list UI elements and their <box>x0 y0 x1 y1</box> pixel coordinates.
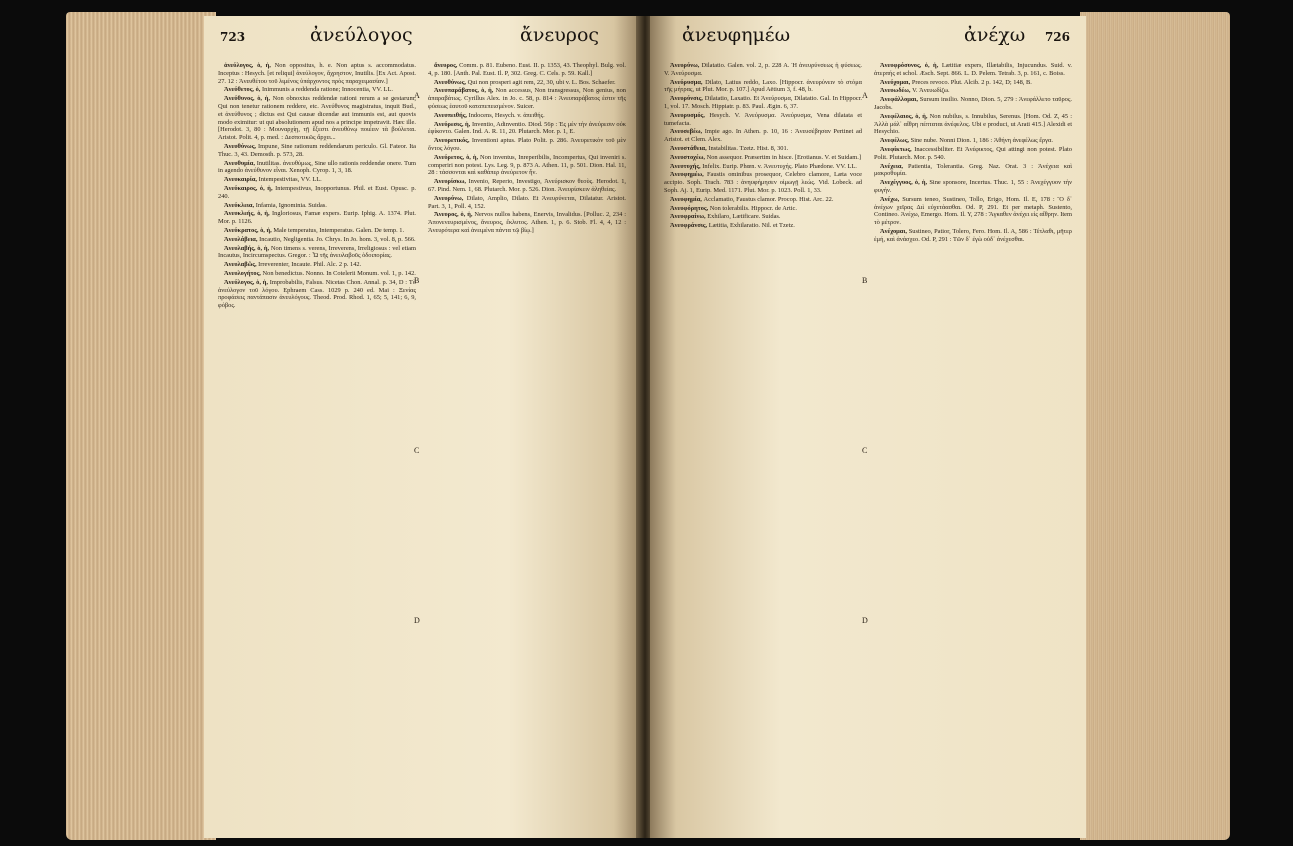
entry-text: Lætitia, Exhilaratio. Nil. et Tzetz. <box>708 222 795 230</box>
dictionary-entry <box>874 196 1072 227</box>
entry-text: Non assequor. Præsertim in hisce. [Erotianus. V. et Suidam.] <box>706 153 861 161</box>
dictionary-entry <box>874 179 1072 195</box>
entry-text: V. Ἀνευωδίζω. <box>912 87 950 95</box>
entry-text: Non timens s. verens, Irreverens, Irreligiosus : vel etiam Incautus, Incircumspectus. Gregor. : Ὦ τῆς ἀνευλαβοῦς ὁδοιπορίας. <box>218 244 416 260</box>
dictionary-entry <box>428 87 626 110</box>
entry-text: Indocens, Hesych. v. ἀπειθής. <box>468 111 545 119</box>
dictionary-entry <box>664 196 862 204</box>
dictionary-entry <box>874 87 1072 95</box>
entry-lemma: ἄνευρος, <box>434 62 458 69</box>
entry-text: Non tolerabilis. Hippocr. de Artic. <box>709 204 797 212</box>
entry-lemma: Ἀνευτυχής, <box>670 162 701 170</box>
entry-text: Impie ago. In Athen. p. 10, 16 : Ἀνευσέβησαν Pertinet ad Aristot. et Clem. Alex. <box>664 128 862 144</box>
dictionary-entry <box>428 121 626 137</box>
dictionary-entry <box>664 222 862 230</box>
entry-text: Inimmunis a reddenda ratione; Innocentia, VV. LL. <box>262 86 393 94</box>
entry-text: Preces revoco. Plut. Alcib. 2 p. 142, D; 148, B. <box>911 78 1032 86</box>
entry-lemma: Ἀνευπειθής, <box>434 111 467 119</box>
entry-text: Incautio, Negligentia. Jo. Chrys. In Jo. hom. 3, vol. 8, p. 566. <box>259 235 416 243</box>
dictionary-entry <box>664 112 862 128</box>
entry-text: Sursum insilio. Nonno, Dion. 5, 279 : Ἀνεφάλλετο ταῦρος. Jacobs. <box>874 96 1072 111</box>
entry-text: Comm. p. 81. Eubeno. Eust. II. p. 1353, 43. Theophyl. Bulg. vol. 4, p. 180. [Anth. Pal. Eust. Il. P, 302. Greg. C. Cels. p. 59. Kall.] <box>428 62 626 77</box>
dictionary-entry <box>218 62 416 85</box>
section-letter: D <box>862 616 868 625</box>
entry-lemma: Ἀνευφόρητος, <box>670 204 709 212</box>
entry-lemma: Ἀνεύθυνος, ὁ, ἡ, <box>224 95 270 103</box>
entry-lemma: Ἀνευλογήτος, <box>224 269 261 277</box>
entry-lemma: Ἀνεύκλεια, <box>224 201 255 209</box>
entry-lemma: Ἀνευλάβεια, <box>224 235 258 243</box>
dictionary-entry <box>428 79 626 87</box>
entry-text: Instabilitas. Tzetz. Hist. 8, 301. <box>708 144 789 152</box>
dictionary-entry <box>428 211 626 234</box>
left-page-header <box>218 24 626 54</box>
left-page-headword-left: ἀνεύλογος <box>310 24 413 46</box>
dictionary-entry <box>428 195 626 211</box>
entry-text: Sine nube. Nonni Dion. 1, 186 : Ἀθήνη ἀνεφέλως ἔργα. <box>910 137 1053 145</box>
dictionary-entry <box>218 227 416 235</box>
entry-text: Invenio, Reperio, Investigo, Ἀνεύρισκον θεοὺς. Herodot. 1, 67. Pind. Nem. 1, 68. Plutarch. Mor. p. 526. Dion. Ἀνευρίσκειν ἀληθείας. <box>428 178 626 193</box>
section-letter: B <box>414 276 420 285</box>
entry-lemma: Ἀνευφράνσις, <box>670 222 708 230</box>
entry-lemma: Ἀνευθύνως, <box>434 78 466 86</box>
dictionary-entry <box>218 86 416 94</box>
dictionary-entry <box>664 205 862 213</box>
left-page-number: 723 <box>220 30 246 44</box>
section-letter: A <box>862 91 868 100</box>
entry-text: Impune, Sine rationum reddendarum periculo. Gl. Fateor. Ita Thuc. 3, 43. Demosth. p. 573, 28. <box>218 142 416 158</box>
entry-text: Dilato, Amplio, Dilato. Et Ἀνευρύνεται, Dilatatur. Aristot. Part. 3, 1, Poll. 4, 152. <box>428 194 626 210</box>
entry-text: Hesych. V. Ἀνεύρυσμα. Ἀνεύρυσμα, Vena dilatata et tumefacta. <box>664 111 862 127</box>
entry-text: Intempestivus, Inopportunus. Phil. et Eust. Opusc. p. 240. <box>218 184 416 200</box>
entry-lemma: Ἀνεφάλλομαι, <box>880 96 918 104</box>
entry-lemma: Ἀνευθυμία, <box>224 159 255 167</box>
entry-lemma: Ἀνεύλογος, ὁ, ἡ, <box>224 278 268 286</box>
entry-text: Dilatatio, Laxatio. Et Ἀνεύρυσμα, Dilatatio. Gal. In Hippocr. 1, vol. 17. Mosch. Hippiatr. p. 83. Paul. Ægin. 6, 37. <box>664 95 862 110</box>
entry-lemma: Ἄνευρος, ὁ, ἡ, <box>434 211 473 219</box>
entry-text: Male temperatus, Intemperatus. Galen. De temp. 1. <box>273 226 405 234</box>
entry-lemma: Ἀνεχέγγυος, ὁ, ἡ, <box>880 179 928 187</box>
dictionary-entry <box>218 143 416 159</box>
entry-lemma: Ἀνέχεια, <box>880 162 904 170</box>
left-page <box>204 16 640 838</box>
entry-lemma: Ἀνεφίκτως, <box>880 145 912 153</box>
entry-lemma: Ἀνευρύνω, <box>670 62 700 69</box>
dictionary-entry <box>218 202 416 210</box>
left-page-edges <box>66 12 216 840</box>
entry-text: Infelix. Eurip. Phœn. v. Ἀνευτυχής. Plato Phædone. VV. LL. <box>702 162 857 170</box>
entry-text: Nervos nullos habens, Enervis, Invalidus. [Polluc. 2, 234 : Ἀπονενευρισμένος, ἄνευρος, ἔκλυτος. Athen. 1, p. 6. Stob. Fl. 4, 4, 12 : Ἀνευρότερα καὶ ἀνειμένα πάντα τῷ βίῳ.] <box>428 211 626 234</box>
dictionary-entry <box>428 178 626 194</box>
entry-lemma: Ἀνευφημία, <box>670 195 702 203</box>
entry-text: Irreverenter, Incaute. Phil. Alc. 2 p. 142. <box>258 261 362 269</box>
dictionary-entry <box>664 79 862 95</box>
dictionary-entry <box>218 270 416 278</box>
dictionary-entry <box>664 128 862 144</box>
entry-lemma: Ἀνευφρόσυνος, ὁ, ἡ, <box>880 62 939 69</box>
entry-lemma: Ἀνεύχομαι, <box>880 78 911 86</box>
entry-text: Inaccessibiliter. Et Ἀνέφικτος, Qui attingi non potest. Plato Polit. Plutarch. Mor. p. 540. <box>874 145 1072 161</box>
left-page-column-2 <box>428 62 626 828</box>
dictionary-entry <box>428 154 626 177</box>
entry-text: Ingloriosus, Famæ expers. Eurip. Iphig. A. 1374. Plut. Mor. p. 1126. <box>218 210 416 226</box>
entry-text: Sine sponsore, Incertus. Thuc. 1, 55 : Ἀνεχέγγυον τὴν φυγήν. <box>874 179 1072 194</box>
entry-text: Inventioni aptus. Plato Polit. p. 286. Ἀνευρετικὸν τοῦ μὲν ὄντος λόγου. <box>428 137 626 152</box>
right-page-header <box>664 24 1072 54</box>
entry-lemma: Ἀνευωδέω, <box>880 87 911 95</box>
entry-lemma: Ἀνεύρεσις, ἡ, <box>434 120 471 128</box>
entry-text: Non inventus, Inreperibilis, Incompertus, Qui inveniri s. comperiri non potest. Lys. Leg. 9, p. 873 A. Athen. 11, p. 501. Dion. Hal. 11, 28 : τάσσονται καὶ καθάπερ ἀνεύρετον ἦν. <box>428 153 626 177</box>
entry-text: Inventio, Adinventio. Diod. 56p : Ἐς μὲν τὴν ἀνεύρεσιν οὐκ ἐφίκοντο. Galen. Ind. A. R. 11, 20. Plutarch. Mor. p. 1, E. <box>428 120 626 136</box>
right-page-headword-right: ἀνέχω <box>964 24 1026 46</box>
section-letter: B <box>862 276 868 285</box>
dictionary-entry <box>218 210 416 226</box>
entry-text: Non accessus, Non transgressus, Non genius, non ἀπαραβάτως. Cyrillus Alex. in Jo. c. 58, p. 814 : Ἀνευπαράβατος ἐστιν τῆς φύσεως ἑαυτοῦ καταπεπεισμένον. Suicer. <box>428 87 626 110</box>
right-page-column-1 <box>664 62 862 828</box>
entry-lemma: Ἀνευφημέω, <box>670 171 704 179</box>
entry-text: Non obnoxius reddendæ rationi rerum a se gestarum, Qui non tenetur rationem reddere, etc. Ἀνεύθυνος magistratus, inquit Bud., et ἀνεύθυνος ; dictus est Qui causæ dicendæ aut immunis est, aut quovis modo eximitur: ut qui absolutionem apud nos a principe impetravit. Hæc ille. [Herodot. 3, 80 : Μουναρχίῃ, τῇ ἔξεστι ἀνευθύνῳ ποιέειν τὰ βούλεται. Aristot. Polit. 4, p. med. : Δεσποτικῶς ἄρχει... <box>218 95 416 142</box>
entry-lemma: Ἀνευστάθεια, <box>670 144 707 152</box>
dictionary-entry <box>874 79 1072 87</box>
entry-lemma: Ἀνευρυσμός, <box>670 111 705 119</box>
entry-lemma: Ἀνευρίσκω, <box>434 178 467 186</box>
entry-lemma: ἀνεύλογος, ὁ, ἡ, <box>224 62 271 69</box>
entry-lemma: Ἀνεύκαιρος, ὁ, ἡ, <box>224 184 273 192</box>
dictionary-entry <box>874 113 1072 136</box>
entry-lemma: Ἀνευλαβῶς, <box>224 261 257 269</box>
entry-text: Improbabilis, Falsus. Nicetas Chon. Annal. p. 34, D : Τὸ ἀνεύλογον τοῦ λόγου. Ephraem Cass. 1029 p. 240 ed. Mai : Ξενίας προφάσεις παντάπασιν ἀνευλόγους. Theod. Prod. Rhod. 1, 65; 5, 141; 6, 9, φόβος. <box>218 278 416 310</box>
entry-lemma: Ἀνευλαβής, ὁ, ἡ, <box>224 244 270 252</box>
entry-text: Non nubilus, s. Innubilus, Serenus. [Hom. Od. Z, 45 : Ἀλλὰ μάλ᾽ αἴθρη πέπταται ἀνέφελος. Ubi e produci, ut Arati 415.] Alexidi et Hesychio. <box>874 112 1072 136</box>
dictionary-entry <box>428 112 626 120</box>
entry-lemma: Ἀνευπαράβατος, ὁ, ἡ, <box>434 87 494 95</box>
dictionary-entry <box>664 95 862 111</box>
entry-lemma: Ἀνευσεβέω, <box>670 128 703 136</box>
dictionary-entry <box>664 213 862 221</box>
dictionary-entry <box>874 137 1072 145</box>
left-page-columns <box>218 62 626 828</box>
dictionary-entry <box>428 137 626 153</box>
dictionary-entry <box>664 62 862 78</box>
entry-text: Exhilaro, Lætificare. Suidas. <box>707 213 781 221</box>
entry-text: Infamia, Ignominia. Suidas. <box>255 201 327 209</box>
section-letter: C <box>414 446 420 455</box>
dictionary-entry <box>874 228 1072 244</box>
entry-text: Dilatatio. Galen. vol. 2, p. 228 A. Ἡ ἀνευρύνσεως ἡ φύσεως. V. Ἀνεύρυσμα. <box>664 62 862 77</box>
dictionary-entry <box>664 154 862 162</box>
dictionary-entry <box>428 62 626 78</box>
entry-lemma: Ἀνέχομαι, <box>880 227 907 235</box>
dictionary-entry <box>218 236 416 244</box>
entry-lemma: Ἀνέχω, <box>880 195 900 203</box>
entry-lemma: Ἀνευρύνσις, <box>670 95 703 103</box>
right-page <box>650 16 1086 838</box>
section-letter: A <box>414 91 420 100</box>
entry-text: Non benedictus. Nonno. In Cotelerii Monum. vol. 1, p. 142. <box>262 269 416 277</box>
entry-lemma: Ἀνευφραίνω, <box>670 213 706 221</box>
dictionary-entry <box>218 176 416 184</box>
entry-lemma: Ἀνευκλεής, ὁ, ἡ, <box>224 210 270 218</box>
left-page-headword-right: ἄνευρος <box>520 24 600 46</box>
entry-lemma: Ἀνεύρυσμα, <box>670 78 703 86</box>
entry-lemma: Ἀνεύρετος, ὁ, ἡ, <box>434 153 479 161</box>
dictionary-entry <box>664 145 862 153</box>
dictionary-entry <box>218 95 416 142</box>
dictionary-entry <box>218 245 416 261</box>
section-letter: D <box>414 616 420 625</box>
section-letter: C <box>862 446 868 455</box>
right-page-number: 726 <box>1044 30 1070 44</box>
entry-lemma: Ἀνευθύνως, <box>224 142 256 150</box>
dictionary-entry <box>664 163 862 171</box>
dictionary-entry <box>874 146 1072 162</box>
dictionary-entry <box>218 279 416 310</box>
entry-lemma: Ἀνευκαιρία, <box>224 176 257 184</box>
entry-lemma: Ἀνευρύνω, <box>434 194 464 202</box>
entry-text: Intempestivitas, VV. LL. <box>258 176 322 184</box>
dictionary-entry <box>874 96 1072 112</box>
dictionary-entry <box>874 62 1072 78</box>
entry-text: Patientia, Tolerantia. Greg. Naz. Orat. 3 : Ἀνέχεια καὶ μακροθυμία. <box>874 162 1072 178</box>
entry-lemma: Ἀνεύκρατος, ὁ, ἡ, <box>224 226 272 234</box>
entry-lemma: Ἀνεύθετος, ὁ, <box>224 86 261 94</box>
dictionary-entry <box>218 185 416 201</box>
entry-text: Sursum teneo, Sustineo, Tollo, Erigo, Hom. Il. E, 178 : Ὃ δ᾽ ἀνέχων χεῖρας Διὶ εὐχετάασθαι. Od. P, 291. Et per metaph. Sustento, Contineo. Ἀνέχω, Emergo. Hom. Il. Y, 278 : Ἄγκαθεν ἀνέχει εἰς αἴθρην. Item τὸ μέτρον. <box>874 195 1072 227</box>
entry-text: Sustineo, Patior, Tolero, Fero. Hom. Il. A, 586 : Τέτλαθι, μῆτερ ἐμή, καὶ ἀνάσχεο. Od. P, 291 : Τῶν δ᾽ ἐγὼ οὐδ᾽ ἀνέχεσθαι. <box>874 227 1072 243</box>
entry-lemma: Ἀνεφέλαιος, ὁ, ἡ, <box>880 112 928 120</box>
right-page-headword-left: ἀνευφημέω <box>682 24 791 46</box>
left-page-column-1 <box>218 62 416 828</box>
dictionary-entry <box>218 261 416 269</box>
entry-text: Faustis ominibus prosequor, Celebro clamore, Læta voce accipio. Soph. Trach. 783 : ἀνηυφήμησεν οἰμωγῇ λεώς. Vid. Lobeck. ad Soph. Aj. 1, Eurip. Med. 1171. Plut. Mor. p. 1023. Poll. 1, 33. <box>664 171 862 194</box>
dictionary-entry <box>218 160 416 176</box>
entry-text: Qui non prosperi agit rem, 22, 30, ubi v. L. Bos. Schaefer. <box>467 78 616 86</box>
entry-text: Inutilitas. ἀνευθύμως, Sine ullo rationis reddendæ onere. Tum in agendo ἀνεύθυνον εἶναι. Xenoph. Cyrop. 1, 3, 18. <box>218 159 416 175</box>
right-page-edges <box>1080 12 1230 840</box>
entry-text: Acclamatio, Faustus clamor. Procop. Hist. Arc. 22. <box>703 195 834 203</box>
entry-text: Dilato, Latius reddo, Laxo. [Hippocr. ἀνευρύνειν τὸ στόμα τῆς μήτρας, ut Plut. Mor. p. 107.] Apud Aëtium 3, f. 48, b. <box>664 78 862 94</box>
entry-text: Lætitiæ expers, Illætabilis, Injucundus. Suid. v. ἀτερπής et schol. Æsch. Sept. 866. L. D. Pelem. Tetrab. 3, p. 161, c. Boiss. <box>874 62 1072 77</box>
dictionary-entry <box>664 171 862 194</box>
entry-text: Non oppositus, h. e. Non aptus s. accommodatus. Inceptus : Hesych. [et reliqui] ἀνεύλογον, ἄχρηστον, Inutilis. [Ex Act. Apost. 27. 12 : Ἀνευθέτου τοῦ λιμένος ὑπάρχοντος πρὸς παραχειμασίαν.] <box>218 62 416 85</box>
right-page-columns <box>664 62 1072 828</box>
dictionary-entry <box>874 163 1072 179</box>
entry-lemma: Ἀνεφέλως, <box>880 137 910 145</box>
entry-lemma: Ἀνευστοχέω, <box>670 153 706 161</box>
right-page-column-2 <box>874 62 1072 828</box>
entry-lemma: Ἀνευρετικός, <box>434 137 470 145</box>
